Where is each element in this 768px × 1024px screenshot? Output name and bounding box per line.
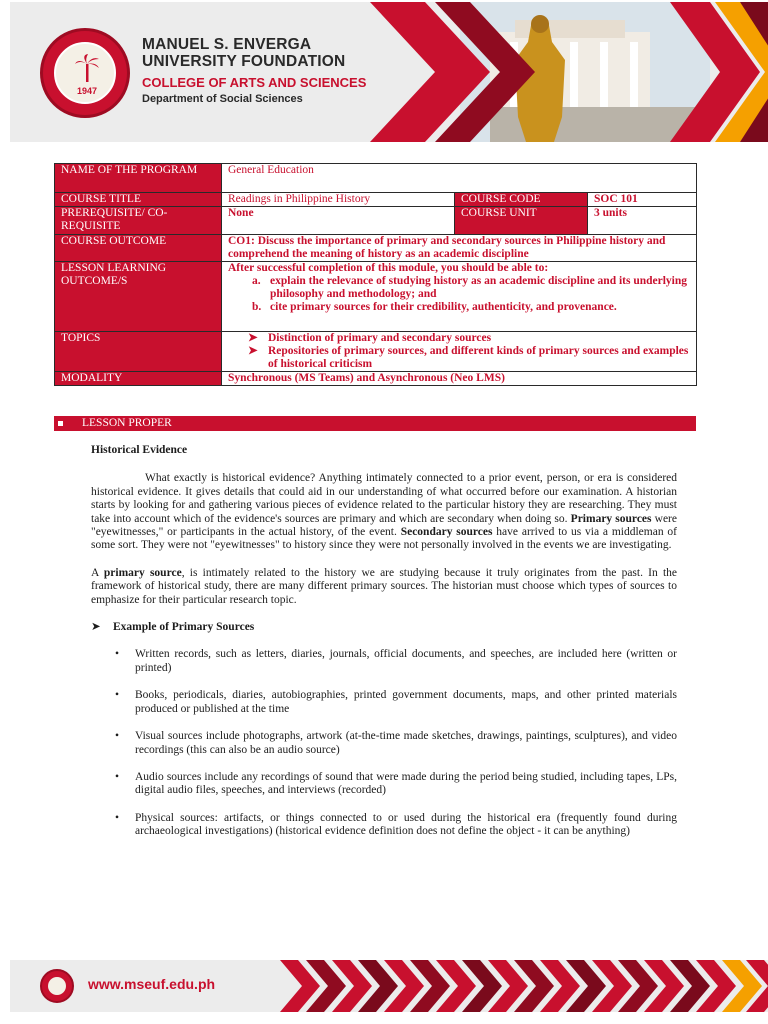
- list-item: [115, 770, 677, 798]
- seal-year: 1947: [76, 86, 98, 96]
- palm-tree-icon: [74, 54, 100, 84]
- list-item: [228, 332, 690, 345]
- prerequisite-label: PREREQUISITE/ CO-REQUISITE: [55, 207, 222, 235]
- course-unit-label: COURSE UNIT: [455, 207, 588, 235]
- seal-center: [48, 977, 66, 995]
- university-name-line2: UNIVERSITY FOUNDATION: [142, 53, 346, 70]
- program-value: General Education: [222, 164, 697, 193]
- header-banner-graphic: [340, 2, 768, 142]
- bullet-icon: •: [115, 689, 120, 702]
- list-item: [228, 345, 690, 371]
- lesson-proper-bar: [54, 416, 696, 431]
- examples-heading-text: Example of Primary Sources: [113, 621, 255, 634]
- bullet-icon: •: [115, 811, 120, 824]
- paragraph-historical-evidence: [91, 472, 677, 552]
- arrow-bullet-icon: ➤: [248, 345, 258, 357]
- list-item-text: Audio sources include any recordings of sound that were made during the period being studied, including tapes, LPs, digital audio files, speeches, and interviews (recorded): [135, 770, 677, 797]
- lesson-outcome-value: [222, 262, 697, 332]
- course-outcome-value: CO1: Discuss the importance of primary and secondary sources in Philippine history and comprehend the meaning of history as an academic discipline: [222, 235, 697, 262]
- course-outcome-label: COURSE OUTCOME: [55, 235, 222, 262]
- college-name: COLLEGE OF ARTS AND SCIENCES: [142, 75, 367, 90]
- course-title-label: COURSE TITLE: [55, 193, 222, 207]
- course-unit-value: 3 units: [588, 207, 697, 235]
- prerequisite-value: None: [222, 207, 455, 235]
- examples-heading: [91, 621, 677, 634]
- table-row: [55, 193, 697, 207]
- list-item: [115, 811, 677, 839]
- list-marker: a.: [252, 275, 261, 287]
- course-title-value: Readings in Philippine History: [222, 193, 455, 207]
- course-code-label: COURSE CODE: [455, 193, 588, 207]
- page-header: [10, 2, 768, 142]
- primary-sources-list: [91, 648, 677, 838]
- lesson-outcome-list: [228, 275, 690, 314]
- footer-seal-logo: [40, 969, 74, 1003]
- text-run: , is intimately related to the history we are studying because it truly originates from the past. In the framework of historical study, there are many different primary sources. The historian must choose which types of sources to emphasize for their particular research topic.: [91, 566, 678, 606]
- bullet-icon: •: [115, 648, 120, 661]
- list-item-text: Visual sources include photographs, artwork (at-the-time made sketches, drawings, paintings, sculptures), and video recordings (this can also be an audio source): [135, 730, 677, 756]
- term-primary-sources: Primary sources: [570, 512, 652, 525]
- term-primary-source: primary source: [103, 566, 182, 579]
- department-name: Department of Social Sciences: [142, 93, 303, 105]
- table-row: [55, 332, 697, 372]
- list-marker: b.: [252, 301, 262, 313]
- text-run: A: [91, 566, 104, 579]
- topics-label: TOPICS: [55, 332, 222, 372]
- list-item: [115, 730, 677, 757]
- list-item: [228, 301, 690, 314]
- lesson-content: [91, 444, 677, 853]
- arrow-bullet-icon: ➤: [248, 332, 258, 344]
- lesson-outcome-label: LESSON LEARNING OUTCOME/S: [55, 262, 222, 332]
- list-item: [115, 689, 677, 716]
- table-row: [55, 262, 697, 332]
- course-info-table: [54, 163, 697, 386]
- text-run: were "eyewitnesses," or participants in the actual history, of the event.: [91, 512, 677, 539]
- modality-value: Synchronous (MS Teams) and Asynchronous (Neo LMS): [222, 372, 697, 386]
- term-secondary-sources: Secondary sources: [400, 526, 493, 539]
- footer-chevron-graphic: [280, 960, 768, 1012]
- program-label: NAME OF THE PROGRAM: [55, 164, 222, 193]
- square-bullet-icon: [58, 421, 63, 426]
- table-row: [55, 372, 697, 386]
- list-item-text: Books, periodicals, diaries, autobiographies, printed government documents, maps, and other printed materials produced or published at the time: [135, 689, 677, 715]
- university-name-line1: MANUEL S. ENVERGA: [142, 36, 312, 53]
- table-row: [55, 207, 697, 235]
- list-item-text: Written records, such as letters, diaries, journals, official documents, and speeches, are included here (written or printed): [135, 648, 677, 674]
- list-item-text: Repositories of primary sources, and different kinds of primary sources and examples of historical criticism: [268, 345, 689, 370]
- page-footer: [10, 960, 768, 1012]
- lesson-outcome-intro: After successful completion of this module, you should be able to:: [228, 262, 549, 274]
- list-item-text: cite primary sources for their credibility, authenticity, and provenance.: [270, 301, 617, 313]
- list-item: [115, 648, 677, 675]
- list-item-text: explain the relevance of studying history as an academic discipline and its underlying philosophy and methodology; and: [270, 275, 688, 300]
- university-name: [142, 36, 345, 70]
- course-code-value: SOC 101: [588, 193, 697, 207]
- bullet-icon: •: [115, 770, 120, 783]
- lesson-proper-label: LESSON PROPER: [82, 417, 172, 429]
- topics-value: [222, 332, 697, 372]
- list-item-text: Physical sources: artifacts, or things connected to or used during the historical era (frequently found during archaeological investigations) (historical evidence definition does not define the object - it can be anything): [135, 811, 677, 838]
- table-row: [55, 235, 697, 262]
- topics-list: [228, 332, 690, 371]
- text-run: have arrived to us via a middleman of some sort. They were not "eyewitnesses" to history since they were not personally involved in the events we are investigating.: [91, 526, 677, 552]
- modality-label: MODALITY: [55, 372, 222, 386]
- university-seal-logo: [40, 28, 130, 118]
- list-item-text: Distinction of primary and secondary sources: [268, 332, 492, 344]
- text-run: What exactly is historical evidence? Anything intimately connected to a prior event, person, or era is considered historical evidence. It gives details that could aid in our understanding of what occurred before our examination. A historian starts by looking for and gathering various pieces of evidence related to the particular history they are researching. They must take into account which of the evidence's sources are primary and which are secondary when doing so.: [91, 472, 677, 525]
- bullet-icon: •: [115, 730, 120, 743]
- table-row: [55, 164, 697, 193]
- section-heading: Historical Evidence: [91, 444, 188, 456]
- paragraph-primary-source: [91, 567, 677, 607]
- arrow-bullet-icon: ➤: [91, 621, 101, 634]
- website-url: www.mseuf.edu.ph: [88, 976, 216, 992]
- list-item: [228, 275, 690, 301]
- seal-center: [54, 42, 116, 104]
